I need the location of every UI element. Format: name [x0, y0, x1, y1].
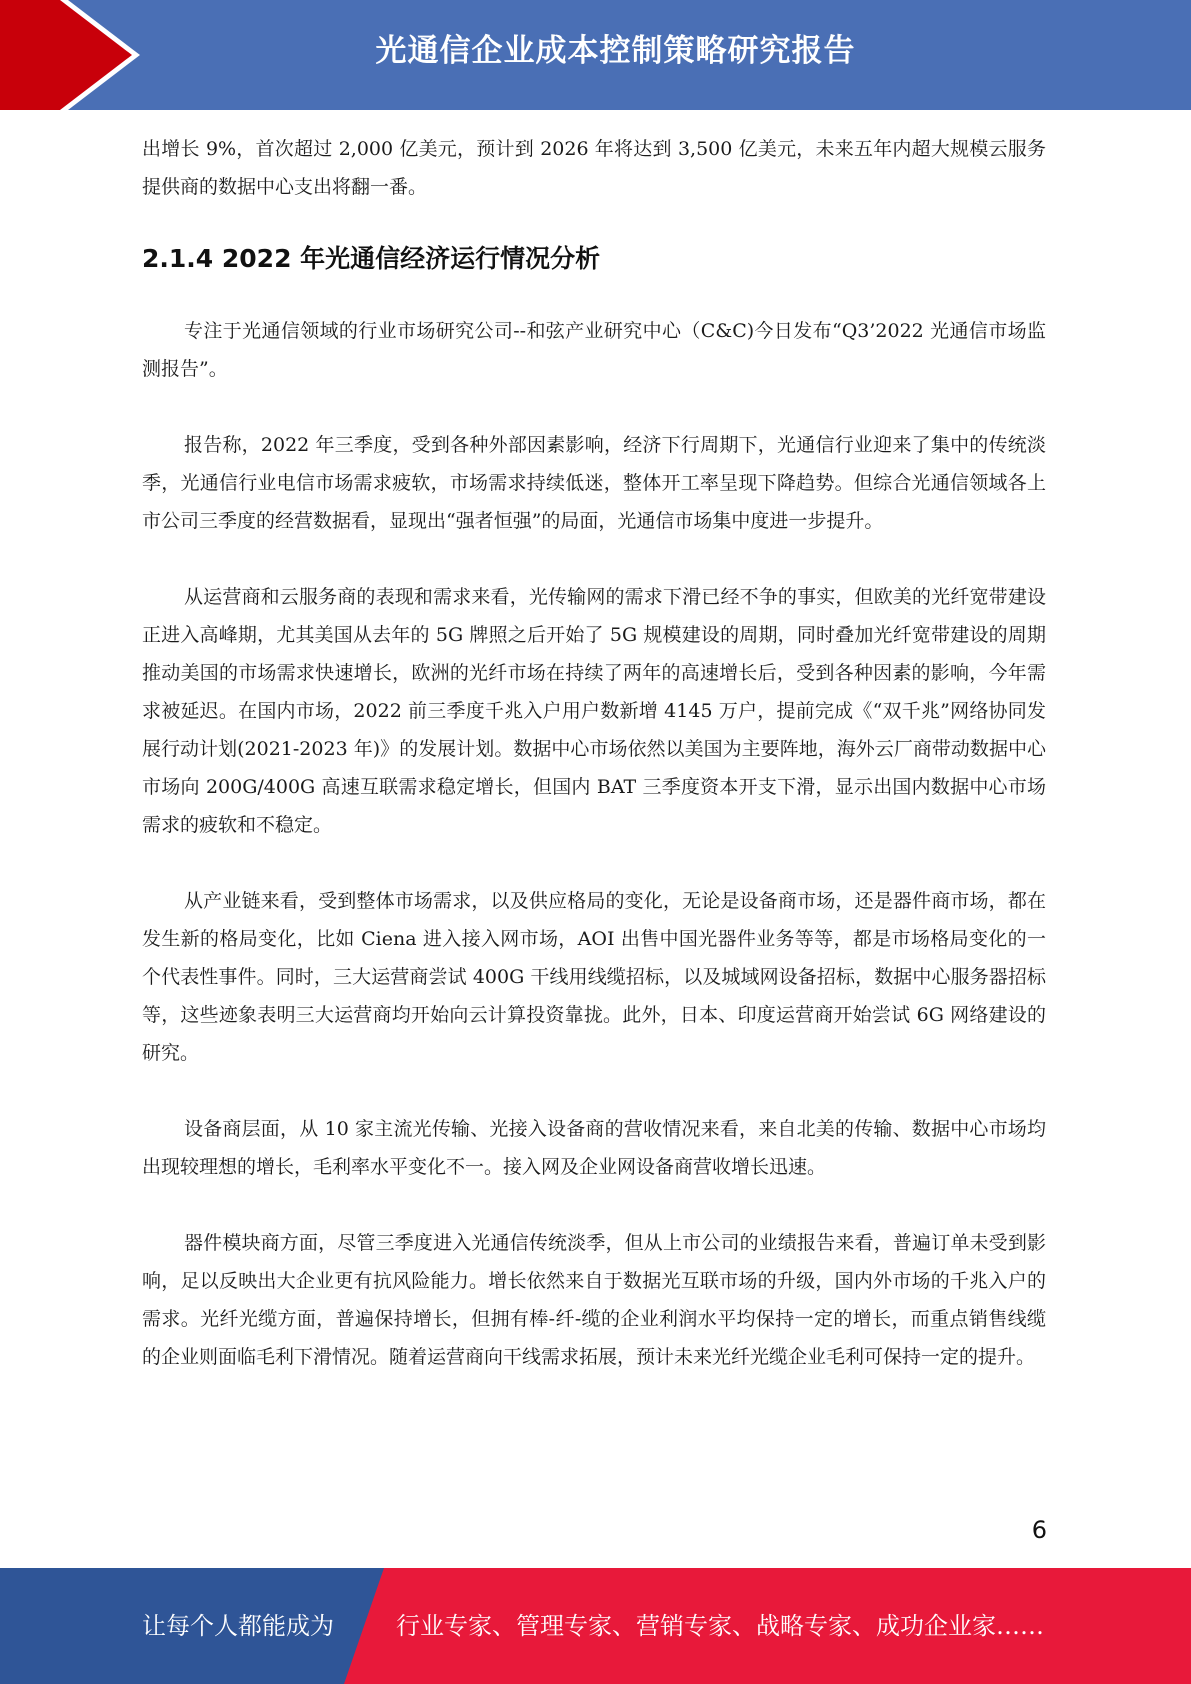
- paragraph-3: 从运营商和云服务商的表现和需求来看，光传输网的需求下滑已经不争的事实，但欧美的光纤宽带建设正进入高峰期，尤其美国从去年的 5G 牌照之后开始了 5G 规模建设的周期，同时叠加光纤宽带建设的周期推动美国的市场需求快速增长，欧洲的光纤市场在持续了两年的高速增长后，受到各种因素的影响，今年需求被延迟。在国内市场，2022 前三季度千兆入户用户数新增 4145 万户，提前完成《“双千兆”网络协同发展行动计划(2021-2023 年)》的发展计划。数据中心市场依然以美国为主要阵地，海外云厂商带动数据中心市场向 200G/400G 高速互联需求稳定增长，但国内 BAT 三季度资本开支下滑，显示出国内数据中心市场需求的疲软和不稳定。: [142, 586, 1046, 836]
- paragraph-2: 报告称，2022 年三季度，受到各种外部因素影响，经济下行周期下，光通信行业迎来了集中的传统淡季，光通信行业电信市场需求疲软，市场需求持续低迷，整体开工率呈现下降趋势。但综合光通信领域各上市公司三季度的经营数据看，显现出“强者恒强”的局面，光通信市场集中度进一步提升。: [142, 434, 1046, 532]
- paragraph-4: 从产业链来看，受到整体市场需求，以及供应格局的变化，无论是设备商市场，还是器件商市场，都在发生新的格局变化，比如 Ciena 进入接入网市场，AOI 出售中国光器件业务等等，都是市场格局变化的一个代表性事件。同时，三大运营商尝试 400G 干线用线缆招标，以及城域网设备招标，数据中心服务器招标等，这些迹象表明三大运营商均开始向云计算投资靠拢。此外，日本、印度运营商开始尝试 6G 网络建设的研究。: [142, 890, 1046, 1064]
- page-number: 6: [1031, 1516, 1047, 1544]
- footer-slogan-left: 让每个人都能成为: [142, 1612, 334, 1640]
- document-body: [142, 130, 1046, 1376]
- paragraph-1: 专注于光通信领域的行业市场研究公司--和弦产业研究中心（C&C)今日发布“Q3’2022 光通信市场监测报告”。: [142, 320, 1046, 380]
- header-title: 光通信企业成本控制策略研究报告: [375, 33, 856, 69]
- continuation-paragraph: 出增长 9%，首次超过 2,000 亿美元，预计到 2026 年将达到 3,500 亿美元，未来五年内超大规模云服务提供商的数据中心支出将翻一番。: [142, 138, 1046, 198]
- page-header: [0, 0, 1191, 110]
- footer-slogan-right: 行业专家、管理专家、营销专家、战略专家、成功企业家……: [396, 1612, 1044, 1640]
- paragraph-5: 设备商层面，从 10 家主流光传输、光接入设备商的营收情况来看，来自北美的传输、数据中心市场均出现较理想的增长，毛利率水平变化不一。接入网及企业网设备商营收增长迅速。: [142, 1118, 1046, 1178]
- page-footer: [0, 1568, 1191, 1684]
- section-heading: 2.1.4 2022 年光通信经济运行情况分析: [142, 244, 601, 273]
- paragraph-6: 器件模块商方面，尽管三季度进入光通信传统淡季，但从上市公司的业绩报告来看，普遍订单未受到影响，足以反映出大企业更有抗风险能力。增长依然来自于数据光互联市场的升级，国内外市场的千兆入户的需求。光纤光缆方面，普遍保持增长，但拥有棒-纤-缆的企业利润水平均保持一定的增长，而重点销售线缆的企业则面临毛利下滑情况。随着运营商向干线需求拓展，预计未来光纤光缆企业毛利可保持一定的提升。: [142, 1232, 1046, 1368]
